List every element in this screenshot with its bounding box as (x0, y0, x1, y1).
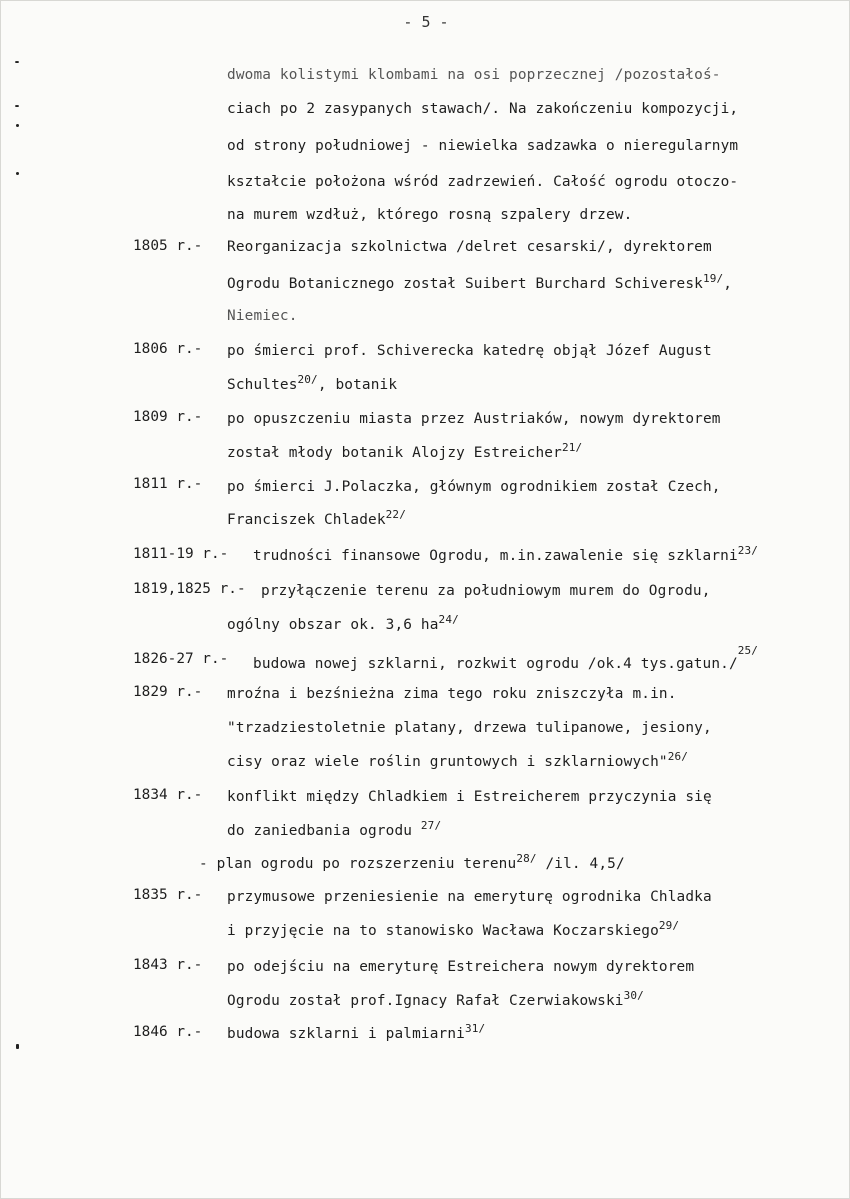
entry-year: 1829 r.- (133, 684, 203, 700)
entry-line (227, 615, 459, 635)
footnote-ref: 30/ (623, 989, 644, 1002)
intro-line: dwoma kolistymi klombami na osi poprzecznej /pozostałoś- (227, 67, 721, 83)
footnote-ref: 26/ (667, 750, 689, 763)
entry-text: budowa szklarni i palmiarni (227, 1026, 465, 1042)
entry-line: "trzadziestoletnie platany, drzewa tulipanowe, jesiony, (227, 720, 712, 736)
footnote-ref: 27/ (420, 819, 442, 832)
entry-line: po śmierci prof. Schiverecka katedrę objął Józef August (227, 343, 712, 359)
entry-line (227, 375, 397, 395)
entry-line (227, 510, 406, 530)
entry-year: 1846 r.- (133, 1024, 203, 1040)
entry-text: - plan ogrodu po rozszerzeniu terenu (199, 856, 517, 872)
entry-line (253, 546, 758, 566)
entry-text: do zaniedbania ogrodu (227, 823, 421, 839)
entry-line (227, 991, 644, 1011)
margin-dot (16, 1044, 19, 1049)
entry-text-tail: , (723, 276, 733, 292)
entry-line: po odejściu na emeryturę Estreichera nowym dyrektorem (227, 959, 695, 975)
entry-text: i przyjęcie na to stanowisko Wacława Koczarskiego (227, 923, 659, 939)
entry-line: przyłączenie terenu za południowym murem do Ogrodu, (261, 583, 711, 599)
entry-year: 1835 r.- (133, 887, 203, 903)
entry-line (227, 443, 582, 463)
footnote-ref: 24/ (438, 613, 459, 626)
entry-text-tail: /il. 4,5/ (536, 856, 625, 872)
entry-line (227, 821, 441, 841)
intro-line: kształcie położona wśród zadrzewień. Całość ogrodu otoczo- (227, 174, 739, 190)
entry-line (227, 1024, 485, 1044)
entry-line (199, 854, 625, 874)
entry-year: 1843 r.- (133, 957, 203, 973)
entry-text: Ogrodu został prof.Ignacy Rafał Czerwiakowski (227, 993, 624, 1009)
entry-year: 1805 r.- (133, 238, 203, 254)
footnote-ref: 25/ (737, 644, 759, 657)
intro-line: od strony południowej - niewielka sadzawka o nieregularnym (227, 138, 739, 154)
intro-line: ciach po 2 zasypanych stawach/. Na zakończeniu kompozycji, (227, 101, 739, 117)
entry-text: Ogrodu Botanicznego został Suibert Burchard Schiveresk (227, 276, 703, 292)
intro-line: na murem wzdłuż, którego rosną szpalery drzew. (227, 207, 633, 223)
entry-line: konflikt między Chladkiem i Estreicherem przyczynia się (227, 789, 712, 805)
entry-line: po śmierci J.Polaczka, głównym ogrodnikiem został Czech, (227, 479, 721, 495)
entry-year: 1826-27 r.- (133, 651, 229, 667)
entry-year: 1806 r.- (133, 341, 203, 357)
entry-text: Schultes (227, 377, 298, 393)
entry-text: trudności finansowe Ogrodu, m.in.zawalenie się szklarni (253, 548, 738, 564)
entry-line: po opuszczeniu miasta przez Austriaków, nowym dyrektorem (227, 411, 721, 427)
entry-year: 1809 r.- (133, 409, 203, 425)
entry-text: cisy oraz wiele roślin gruntowych i szklarniowych" (227, 754, 668, 770)
entry-year: 1811-19 r.- (133, 546, 229, 562)
footnote-ref: 22/ (385, 508, 406, 521)
page-number: - 5 - (403, 13, 449, 31)
entry-line: Niemiec. (227, 308, 298, 324)
entry-line (227, 921, 679, 941)
entry-year: 1811 r.- (133, 476, 203, 492)
margin-dot (15, 105, 19, 107)
entry-year: 1819,1825 r.- (133, 581, 246, 597)
entry-line: Reorganizacja szkolnictwa /delret cesarski/, dyrektorem (227, 239, 712, 255)
entry-text: Franciszek Chladek (227, 512, 386, 528)
entry-text-tail: , botanik (317, 377, 398, 393)
margin-dot (16, 172, 19, 175)
footnote-ref: 31/ (464, 1022, 486, 1035)
footnote-ref: 23/ (737, 544, 759, 557)
entry-text: budowa nowej szklarni, rozkwit ogrodu /ok.4 tys.gatun./ (253, 656, 738, 672)
entry-text: został młody botanik Alojzy Estreicher (227, 445, 562, 461)
footnote-ref: 28/ (516, 852, 537, 865)
margin-dot (16, 124, 19, 127)
footnote-ref: 21/ (561, 441, 583, 454)
entry-line: mroźna i bezśnieżna zima tego roku zniszczyła m.in. (227, 686, 677, 702)
entry-line (227, 752, 688, 772)
footnote-ref: 19/ (702, 272, 724, 285)
entry-text: ogólny obszar ok. 3,6 ha (227, 617, 439, 633)
entry-year: 1834 r.- (133, 787, 203, 803)
entry-line (227, 274, 732, 294)
footnote-ref: 20/ (297, 373, 318, 386)
margin-dot (15, 61, 19, 63)
footnote-ref: 29/ (658, 919, 680, 932)
entry-line: przymusowe przeniesienie na emeryturę ogrodnika Chladka (227, 889, 712, 905)
entry-line (253, 644, 759, 674)
